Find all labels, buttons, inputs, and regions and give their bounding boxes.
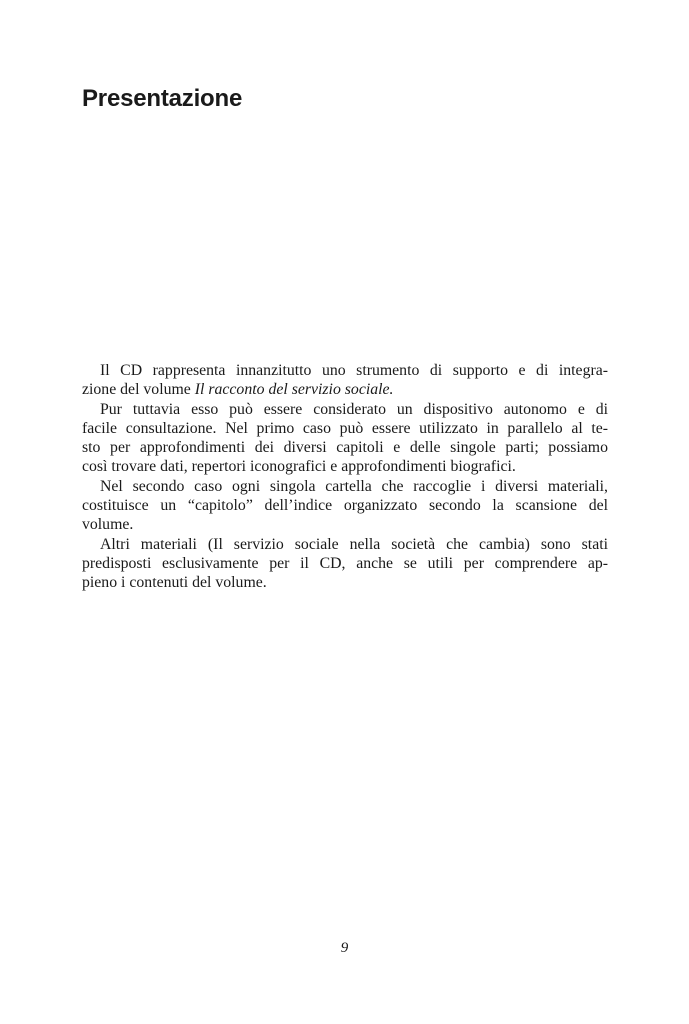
text-span: zione del volume [82,381,195,399]
paragraph-2 [82,400,608,477]
text-line: costituisce un “capitolo” dell’indice organizzato secondo la scansione del [82,497,608,515]
paragraph-4 [82,535,608,593]
body-text [82,361,608,593]
book-title: Il racconto del servizio sociale. [194,381,394,399]
text-line: Il CD rappresenta innanzitutto uno strumento di supporto e di integra- [100,362,608,379]
text-line: Altri materiali (Il servizio sociale nella società che cambia) sono stati [100,535,608,553]
page-number: 9 [340,940,349,956]
text-line [82,380,608,399]
text-line: così trovare dati, repertori iconografici e approfondimenti biografici. [82,458,516,476]
text-line: Nel secondo caso ogni singola cartella che raccoglie i diversi materiali, [100,477,608,495]
text-line: volume. [82,516,134,534]
paragraph-1 [82,361,608,400]
text-line: Pur tuttavia esso può essere considerato un dispositivo autonomo e di [100,400,608,418]
text-line: facile consultazione. Nel primo caso può essere utilizzato in parallelo al te- [82,419,608,437]
text-line: predisposti esclusivamente per il CD, anche se utili per comprendere ap- [82,554,608,572]
page-title: Presentazione [82,85,243,112]
text-line: pieno i contenuti del volume. [82,574,267,592]
text-line: sto per approfondimenti dei diversi capitoli e delle singole parti; possiamo [82,439,608,457]
paragraph-3 [82,477,608,535]
